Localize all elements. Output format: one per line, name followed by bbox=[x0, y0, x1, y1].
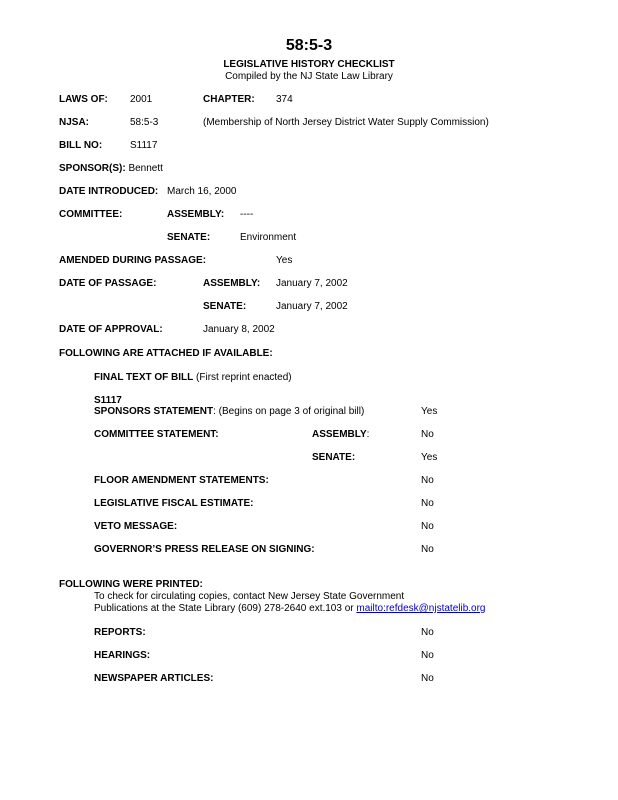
cs-assembly-value: No bbox=[421, 429, 434, 440]
sponsors-statement-label: SPONSORS STATEMENT bbox=[94, 406, 214, 417]
date-introduced-value: March 16, 2000 bbox=[167, 186, 237, 197]
refdesk-email-link[interactable]: mailto:refdesk@njstatelib.org bbox=[356, 603, 486, 614]
chapter-label: CHAPTER: bbox=[203, 94, 255, 105]
committee-statement-label: COMMITTEE STATEMENT: bbox=[94, 429, 219, 440]
fiscal-estimate-value: No bbox=[421, 498, 434, 509]
passage-senate-value: January 7, 2002 bbox=[276, 301, 348, 312]
cs-assembly-label: ASSEMBLY bbox=[312, 429, 367, 440]
sponsors-statement-value: Yes bbox=[421, 406, 438, 417]
date-introduced-label: DATE INTRODUCED: bbox=[59, 186, 159, 197]
laws-of-label: LAWS OF: bbox=[59, 94, 108, 105]
bill-reference: S1117 bbox=[94, 395, 122, 406]
hearings-value: No bbox=[421, 650, 434, 661]
bill-no-value: S1117 bbox=[130, 140, 158, 151]
sponsors-value: Bennett bbox=[128, 163, 163, 174]
passage-senate-label: SENATE: bbox=[203, 301, 247, 312]
sponsors-statement-note: : (Begins on page 3 of original bill) bbox=[213, 406, 365, 417]
njsa-label: NJSA: bbox=[59, 117, 90, 128]
final-text-note: (First reprint enacted) bbox=[196, 372, 292, 383]
cs-senate-value: Yes bbox=[421, 452, 438, 463]
governor-release-label: GOVERNOR’S PRESS RELEASE ON SIGNING: bbox=[94, 544, 315, 555]
chapter-value: 374 bbox=[276, 94, 293, 105]
fiscal-estimate-label: LEGISLATIVE FISCAL ESTIMATE: bbox=[94, 498, 254, 509]
passage-assembly-label: ASSEMBLY: bbox=[203, 278, 261, 289]
veto-message-label: VETO MESSAGE: bbox=[94, 521, 178, 532]
printed-line-2-text: Publications at the State Library (609) 278-2640 ext.103 or bbox=[94, 603, 357, 614]
njsa-description: (Membership of North Jersey District Water Supply Commission) bbox=[203, 117, 489, 128]
approval-label: DATE OF APPROVAL: bbox=[59, 324, 163, 335]
committee-assembly-label: ASSEMBLY: bbox=[167, 209, 225, 220]
cs-assembly-row bbox=[312, 430, 369, 440]
committee-label: COMMITTEE: bbox=[59, 209, 123, 220]
committee-senate-label: SENATE: bbox=[167, 232, 211, 243]
reports-value: No bbox=[421, 627, 434, 638]
committee-senate-value: Environment bbox=[240, 232, 297, 243]
sponsors-statement-row bbox=[94, 407, 364, 417]
compiled-by: Compiled by the NJ State Law Library bbox=[225, 71, 393, 82]
amended-label: AMENDED DURING PASSAGE: bbox=[59, 255, 207, 266]
final-text-row bbox=[94, 373, 292, 383]
printed-line-2 bbox=[94, 604, 486, 614]
checklist-subtitle: LEGISLATIVE HISTORY CHECKLIST bbox=[223, 59, 395, 70]
reports-label: REPORTS: bbox=[94, 627, 146, 638]
attached-heading: FOLLOWING ARE ATTACHED IF AVAILABLE: bbox=[59, 348, 273, 359]
laws-of-value: 2001 bbox=[130, 94, 153, 105]
sponsors-row bbox=[59, 164, 163, 174]
governor-release-value: No bbox=[421, 544, 434, 555]
veto-message-value: No bbox=[421, 521, 434, 532]
printed-line-1: To check for circulating copies, contact New Jersey State Government bbox=[94, 591, 405, 602]
cs-senate-label: SENATE: bbox=[312, 452, 356, 463]
amended-value: Yes bbox=[276, 255, 293, 266]
bill-no-label: BILL NO: bbox=[59, 140, 103, 151]
njsa-value: 58:5-3 bbox=[130, 117, 159, 128]
passage-label: DATE OF PASSAGE: bbox=[59, 278, 157, 289]
floor-amendment-label: FLOOR AMENDMENT STATEMENTS: bbox=[94, 475, 269, 486]
floor-amendment-value: No bbox=[421, 475, 434, 486]
page-title: 58:5-3 bbox=[285, 37, 333, 54]
committee-assembly-value: ---- bbox=[240, 209, 254, 220]
approval-value: January 8, 2002 bbox=[203, 324, 275, 335]
newspaper-label: NEWSPAPER ARTICLES: bbox=[94, 673, 214, 684]
hearings-label: HEARINGS: bbox=[94, 650, 151, 661]
passage-assembly-value: January 7, 2002 bbox=[276, 278, 348, 289]
sponsors-label: SPONSOR(S): bbox=[59, 163, 126, 174]
cs-assembly-colon: : bbox=[366, 429, 370, 440]
printed-heading: FOLLOWING WERE PRINTED: bbox=[59, 579, 203, 590]
final-text-label: FINAL TEXT OF BILL bbox=[94, 372, 194, 383]
newspaper-value: No bbox=[421, 673, 434, 684]
